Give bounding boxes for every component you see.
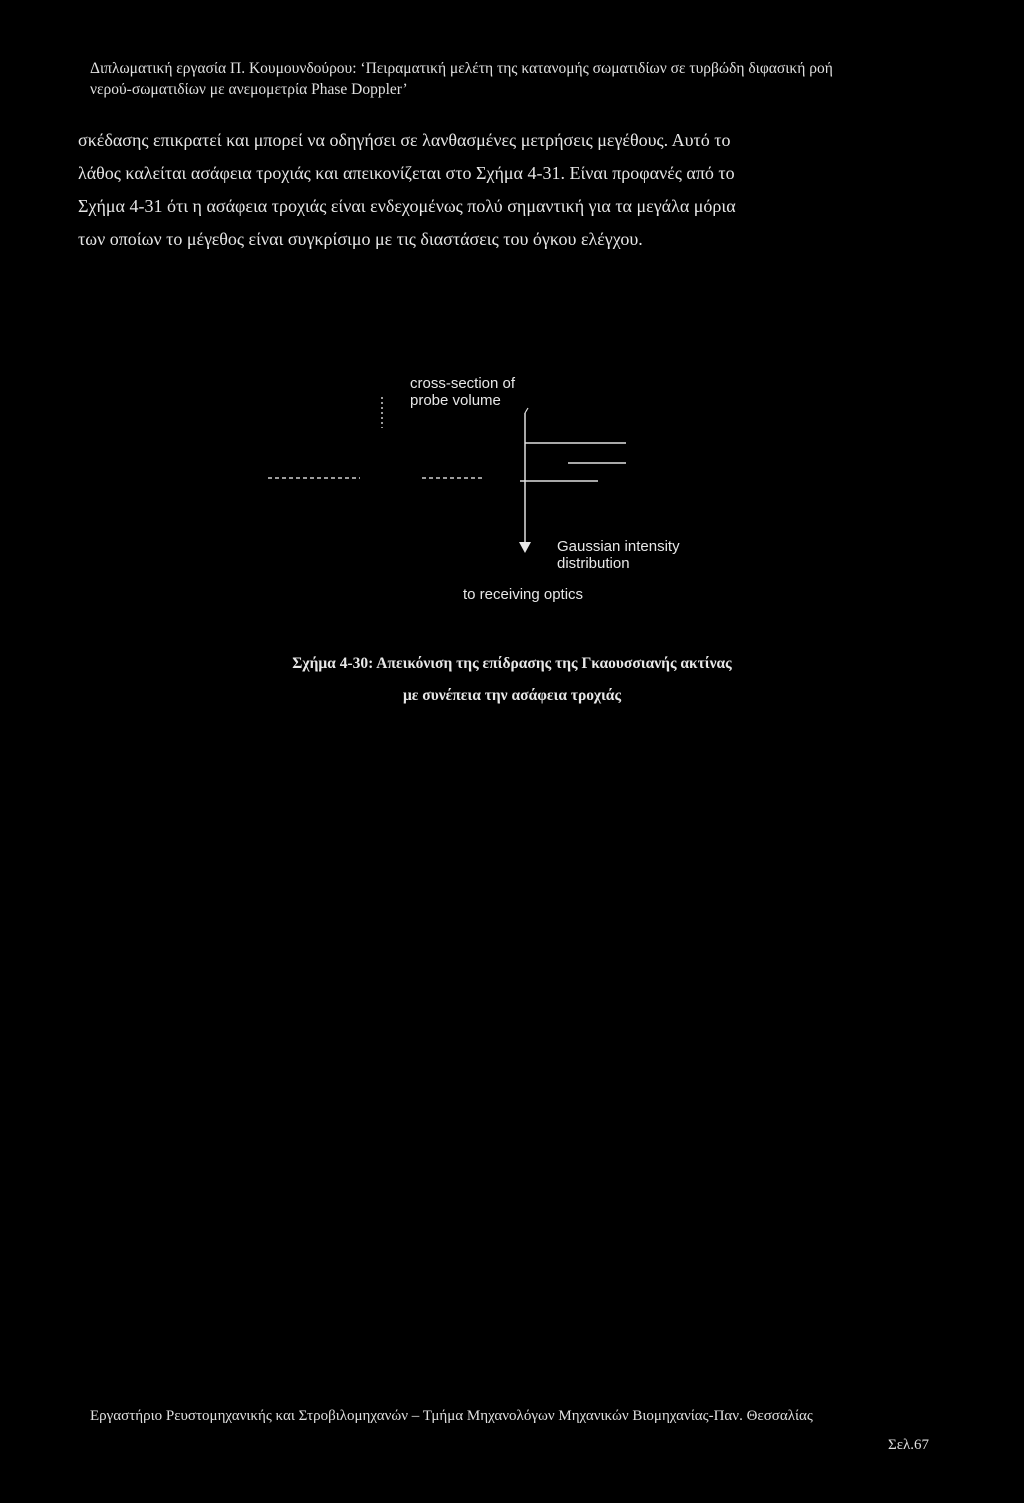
label-gaussian-line-2: distribution xyxy=(557,555,630,572)
body-line-1: σκέδασης επικρατεί και μπορεί να οδηγήσει σε λανθασμένες μετρήσεις μεγέθους. Αυτό το xyxy=(78,130,731,150)
body-line-4: των οποίων το μέγεθος είναι συγκρίσιμο με τις διαστάσεις του όγκου ελέγχου. xyxy=(78,229,643,249)
label-cross-section-line-2: probe volume xyxy=(410,392,501,409)
body-line-2: λάθος καλείται ασάφεια τροχιάς και απεικονίζεται στο Σχήμα 4-31. Είναι προφανές από το xyxy=(78,163,735,183)
label-cross-section xyxy=(410,375,515,409)
body-paragraph xyxy=(78,124,958,256)
label-leader-line xyxy=(525,408,528,413)
arrow-down-icon xyxy=(519,542,531,553)
label-cross-section-line-1: cross-section of xyxy=(410,375,516,392)
header-line-1: Διπλωματική εργασία Π. Κουμουνδούρου: ‘Πειραματική μελέτη της κατανομής σωματιδίων σε τυρβώδη διφασική ροή xyxy=(90,60,833,77)
label-receiving-optics: to receiving optics xyxy=(463,586,584,603)
page-number: Σελ.67 xyxy=(888,1437,930,1453)
figure-caption-line-2: με συνέπεια την ασάφεια τροχιάς xyxy=(402,687,621,704)
figure-caption-line-1: Σχήμα 4-30: Απεικόνιση της επίδρασης της Γκαουσσιανής ακτίνας xyxy=(292,655,732,672)
figure-trajectory-ambiguity xyxy=(250,360,770,610)
body-line-3: Σχήμα 4-31 ότι η ασάφεια τροχιάς είναι ενδεχομένως πολύ σημαντική για τα μεγάλα μόρια xyxy=(78,196,736,216)
label-gaussian xyxy=(557,538,680,572)
header-line-2: νερού-σωματιδίων με ανεμομετρία Phase Doppler’ xyxy=(90,81,408,98)
page-footer: Εργαστήριο Ρευστομηχανικής και Στροβιλομηχανών – Τμήμα Μηχανολόγων Μηχανικών Βιομηχανίας-Παν. Θεσσαλίας xyxy=(90,1408,813,1424)
page-header xyxy=(90,58,990,100)
label-gaussian-line-1: Gaussian intensity xyxy=(557,538,680,555)
